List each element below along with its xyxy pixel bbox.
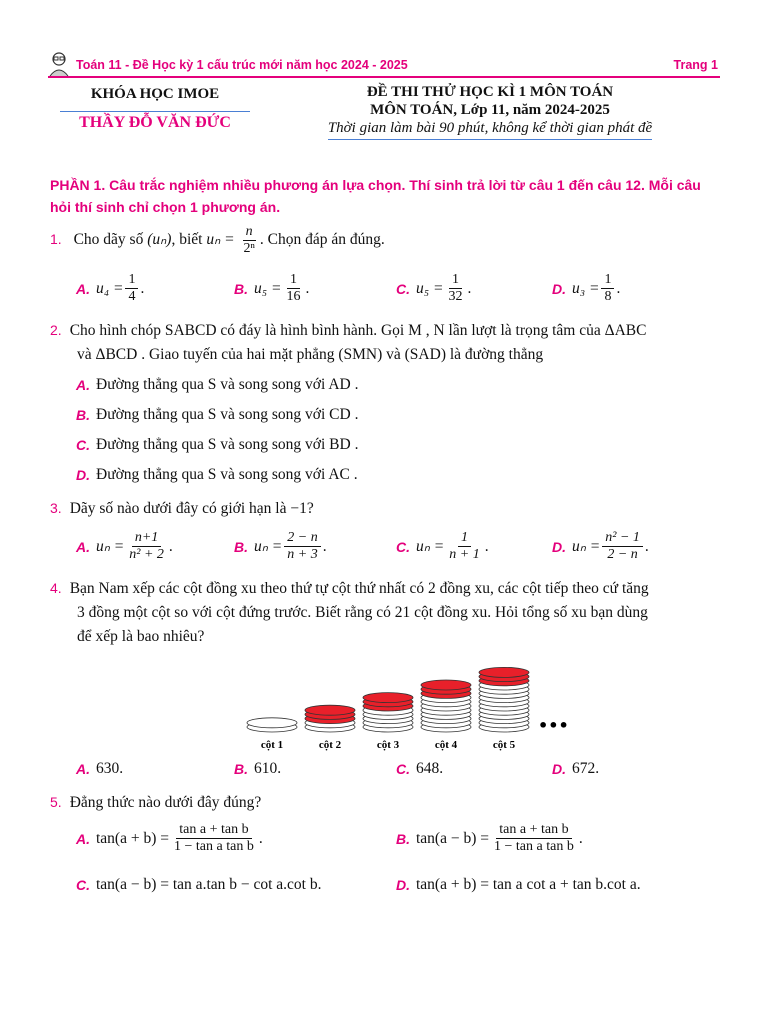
- page-number: Trang 1: [673, 58, 718, 72]
- q5-option-a[interactable]: A. tan(a + b) = $\frac{\text{tan a + tan b}}{\text{1 − tan a tan b}}$ .: [76, 822, 263, 854]
- label: B.: [234, 280, 248, 297]
- option-text: Đường thẳng qua S và song song với AC .: [96, 466, 358, 483]
- label: B.: [234, 538, 248, 555]
- den: 2 − n: [607, 547, 638, 562]
- q3-option-a[interactable]: A. uₙ = $\frac{n+1}{\text{n² + 2}}$ .: [76, 530, 173, 562]
- den: 2ⁿ: [243, 241, 255, 256]
- column-label: cột 5: [492, 739, 516, 751]
- lhs: uₙ =: [96, 538, 125, 555]
- frac: [125, 272, 138, 305]
- option-text: Đường thẳng qua S và song song với AD .: [96, 376, 359, 393]
- label: D.: [76, 467, 90, 483]
- question-number: 3.: [50, 500, 62, 516]
- q4-line2: 3 đồng một cột so với cột đứng trước. Biết rằng có 21 cột đồng xu. Hỏi tổng số xu bạn dùng: [77, 604, 648, 621]
- q1-fraction: [240, 224, 257, 257]
- q3-option-c[interactable]: C. uₙ = $\frac{1}{n + 1}$ .: [396, 530, 489, 562]
- q1-option-a[interactable]: A. u₄ = $\frac{1}{4}$ .: [76, 272, 145, 304]
- frac: [445, 272, 465, 305]
- frac: [602, 530, 643, 563]
- q1-post: . Chọn đáp án đúng.: [259, 231, 385, 249]
- label: A.: [76, 538, 90, 555]
- frac: [491, 822, 577, 855]
- coin-stack-4: [421, 680, 471, 732]
- q2-line2: và ΔBCD . Giao tuyến của hai mặt phẳng (SMN) và (SAD) là đường thẳng: [77, 346, 544, 363]
- coin-stack-3: [363, 693, 413, 732]
- q1-mid: , biết: [171, 231, 203, 249]
- num: 1: [601, 272, 614, 289]
- q3-option-d[interactable]: D. uₙ = $\frac{\text{n² − 1}}{2 - n}$ .: [552, 530, 649, 562]
- option-text: Đường thẳng qua S và song song với CD .: [96, 406, 359, 423]
- question-number: 5.: [50, 794, 62, 810]
- exam-subtitle: MÔN TOÁN, Lớp 11, năm 2024-2025: [370, 102, 610, 118]
- lhs: u₅ =: [416, 279, 444, 297]
- column-label: cột 2: [318, 739, 342, 751]
- teacher-avatar-icon: [48, 50, 70, 76]
- label: A.: [76, 830, 90, 847]
- label: C.: [76, 437, 90, 453]
- lhs: u₄ =: [96, 279, 124, 297]
- num: n² − 1: [602, 530, 643, 547]
- ellipsis-dots: •••: [538, 716, 569, 735]
- question-3: [50, 496, 720, 521]
- num: 1: [125, 272, 138, 289]
- option-text: 630.: [96, 760, 124, 777]
- den: 1 − tan a tan b: [494, 839, 574, 854]
- label: C.: [396, 538, 410, 555]
- num: 1: [458, 530, 471, 547]
- question-5: [50, 790, 720, 815]
- q3-option-b[interactable]: B. uₙ = $\frac{2 - n}{n + 3}$ .: [234, 530, 327, 562]
- label: A.: [76, 377, 90, 393]
- coin: [247, 718, 297, 728]
- num: n+1: [132, 530, 161, 547]
- q2-option-b[interactable]: [76, 406, 358, 424]
- option-text: 648.: [416, 760, 444, 777]
- course-block: [60, 86, 250, 132]
- den: 16: [286, 289, 301, 304]
- num: tan a + tan b: [176, 822, 251, 839]
- q5-option-d[interactable]: [396, 876, 641, 894]
- label: C.: [396, 761, 410, 777]
- den: 4: [128, 289, 136, 304]
- q4-option-d[interactable]: [552, 760, 599, 778]
- section-heading: PHẦN 1. Câu trắc nghiệm nhiều phương án lựa chọn. Thí sinh trả lời từ câu 1 đến câu 12. Mỗi câu hỏi thí sinh chỉ chọn 1 phương án.: [50, 177, 701, 215]
- lhs: tan(a − b) =: [416, 829, 489, 847]
- lhs: tan(a + b) =: [96, 829, 169, 847]
- option-text: 610.: [254, 760, 282, 777]
- label: B.: [396, 830, 410, 847]
- label: D.: [396, 877, 410, 893]
- q2-line1: Cho hình chóp SABCD có đáy là hình bình hành. Gọi M , N lần lượt là trọng tâm của ΔABC: [69, 322, 647, 339]
- coin: [363, 693, 413, 703]
- label: B.: [234, 761, 248, 777]
- q1-seq: (uₙ): [147, 231, 172, 249]
- frac: [283, 272, 303, 305]
- lhs: u₃ =: [572, 279, 600, 297]
- column-label: cột 1: [260, 739, 284, 751]
- exam-time: Thời gian làm bài 90 phút, không kể thời gian phát đề: [328, 120, 652, 140]
- q1-option-c[interactable]: C. u₅ = $\frac{1}{32}$ .: [396, 272, 472, 304]
- lhs: uₙ =: [416, 538, 445, 555]
- q2-option-c[interactable]: [76, 436, 358, 454]
- den: 1 − tan a tan b: [174, 839, 254, 854]
- coin-stack-1: [247, 718, 297, 732]
- teacher-name: THẦY ĐỖ VĂN ĐỨC: [60, 111, 250, 132]
- coin-stack-2: [305, 705, 355, 732]
- num: 2 − n: [284, 530, 320, 547]
- column-label: cột 4: [434, 739, 458, 751]
- label: D.: [552, 761, 566, 777]
- page-header: [48, 50, 720, 78]
- coin: [479, 667, 529, 677]
- q5-text: Đẳng thức nào dưới đây đúng?: [69, 794, 262, 811]
- den: 32: [448, 289, 463, 304]
- q4-option-b[interactable]: [234, 760, 281, 778]
- q3-text: Dãy số nào dưới đây có giới hạn là −1?: [69, 500, 314, 517]
- num: 1: [449, 272, 462, 289]
- q1-option-d[interactable]: D. u₃ = $\frac{1}{8}$ .: [552, 272, 621, 304]
- option-text: 672.: [572, 760, 600, 777]
- question-number: 2.: [50, 322, 62, 338]
- question-2: [50, 318, 720, 367]
- q1-un: uₙ =: [206, 231, 235, 249]
- q5-option-c[interactable]: [76, 876, 322, 894]
- label: C.: [396, 280, 410, 297]
- label: D.: [552, 538, 566, 555]
- den: n² + 2: [129, 547, 164, 562]
- coin: [305, 705, 355, 715]
- lhs: u₅ =: [254, 279, 282, 297]
- q2-option-a[interactable]: [76, 376, 358, 394]
- header-title: Toán 11 - Đề Học kỳ 1 cấu trúc mới năm học 2024 - 2025: [76, 58, 408, 72]
- label: D.: [552, 280, 566, 297]
- q4-option-a[interactable]: [76, 760, 123, 778]
- coin-stacks-figure: [240, 645, 569, 755]
- frac: [446, 530, 482, 563]
- exam-title-block: [300, 84, 680, 140]
- q4-line3: để xếp là bao nhiêu?: [77, 628, 205, 645]
- num: 1: [287, 272, 300, 289]
- num: n: [243, 224, 256, 241]
- question-1: [50, 224, 720, 257]
- exam-title: ĐỀ THI THỬ HỌC KÌ 1 MÔN TOÁN: [366, 84, 614, 100]
- frac: [284, 530, 320, 563]
- option-text: tan(a − b) = tan a.tan b − cot a.cot b.: [96, 876, 322, 893]
- q2-option-d[interactable]: [76, 466, 358, 484]
- column-label: cột 3: [376, 739, 400, 751]
- lhs: uₙ =: [254, 538, 283, 555]
- label: B.: [76, 407, 90, 423]
- question-4: [50, 576, 720, 649]
- den: 8: [604, 289, 612, 304]
- label: A.: [76, 761, 90, 777]
- num: tan a + tan b: [496, 822, 571, 839]
- den: n + 1: [449, 547, 480, 562]
- coin: [421, 680, 471, 690]
- question-number: 1.: [50, 231, 62, 248]
- q5-option-b[interactable]: B. tan(a − b) = $\frac{\text{tan a + tan b}}{\text{1 − tan a tan b}}$ .: [396, 822, 583, 854]
- option-text: tan(a + b) = tan a cot a + tan b.cot a.: [416, 876, 641, 893]
- coin-stack-5: [479, 667, 529, 732]
- q1-option-b[interactable]: B. u₅ = $\frac{1}{16}$ .: [234, 272, 310, 304]
- q4-line1: Bạn Nam xếp các cột đồng xu theo thứ tự cột thứ nhất có 2 đồng xu, các cột tiếp theo cứ tăng: [69, 580, 649, 597]
- den: n + 3: [287, 547, 318, 562]
- q4-option-c[interactable]: [396, 760, 443, 778]
- frac: [126, 530, 167, 563]
- frac: [171, 822, 257, 855]
- label: A.: [76, 280, 90, 297]
- option-text: Đường thẳng qua S và song song với BD .: [96, 436, 359, 453]
- lhs: uₙ =: [572, 538, 601, 555]
- q1-text: Cho dãy số: [73, 231, 144, 249]
- course-name: KHÓA HỌC IMOE: [90, 86, 220, 102]
- label: C.: [76, 877, 90, 893]
- frac: [601, 272, 614, 305]
- question-number: 4.: [50, 580, 62, 596]
